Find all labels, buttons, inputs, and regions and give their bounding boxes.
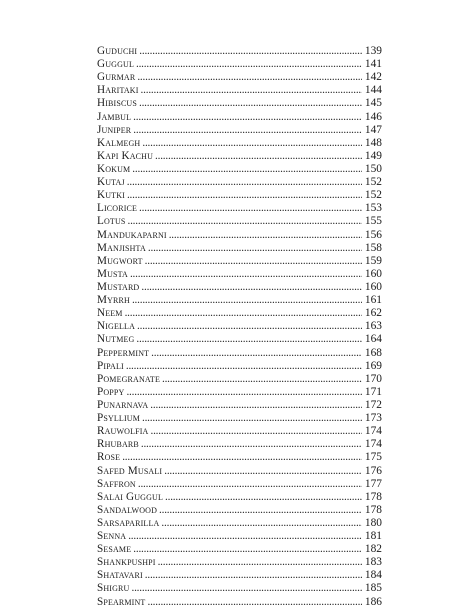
toc-entry-page-number: 182 <box>364 543 382 556</box>
toc-entry-page-number: 178 <box>364 490 382 503</box>
toc-entry[interactable] <box>97 386 382 399</box>
toc-entry-title: Safed Musali <box>97 464 163 477</box>
toc-entry-page-number: 177 <box>364 477 382 490</box>
dot-leader <box>148 242 362 255</box>
toc-entry[interactable] <box>97 373 382 386</box>
toc-entry-title: Licorice <box>97 202 138 215</box>
toc-entry-page-number: 145 <box>364 97 382 110</box>
toc-entry-title: Juniper <box>97 123 132 136</box>
toc-entry[interactable] <box>97 399 382 412</box>
dot-leader <box>139 45 362 58</box>
dot-leader <box>127 176 362 189</box>
toc-entry[interactable] <box>97 137 382 150</box>
toc-entry-title: Mugwort <box>97 254 143 267</box>
toc-entry-page-number: 141 <box>364 58 382 71</box>
dot-leader <box>147 596 362 609</box>
toc-entry-title: Mandukaparni <box>97 228 167 241</box>
toc-entry-title: Lotus <box>97 215 126 228</box>
toc-entry-title: Poppy <box>97 385 125 398</box>
dot-leader <box>151 347 362 360</box>
toc-entry-page-number: 142 <box>364 71 382 84</box>
toc-entry-title: Pipali <box>97 359 124 372</box>
toc-entry-page-number: 178 <box>364 503 382 516</box>
toc-entry-title: Spearmint <box>97 595 146 608</box>
toc-entry[interactable] <box>97 97 382 110</box>
toc-entry-title: Shatavari <box>97 569 143 582</box>
toc-entry-page-number: 186 <box>364 595 382 608</box>
toc-entry[interactable] <box>97 569 382 582</box>
toc-entry-title: Shigru <box>97 582 130 595</box>
toc-entry[interactable] <box>97 268 382 281</box>
toc-entry[interactable] <box>97 124 382 137</box>
toc-entry[interactable] <box>97 504 382 517</box>
toc-entry[interactable] <box>97 451 382 464</box>
toc-entry-page-number: 174 <box>364 438 382 451</box>
toc-entry-title: Nutmeg <box>97 333 135 346</box>
dot-leader <box>150 425 362 438</box>
toc-entry[interactable] <box>97 229 382 242</box>
toc-entry-page-number: 159 <box>364 254 382 267</box>
dot-leader <box>162 373 362 386</box>
toc-entry-title: Shankpushpi <box>97 556 156 569</box>
toc-entry-page-number: 155 <box>364 215 382 228</box>
toc-entry[interactable] <box>97 530 382 543</box>
table-of-contents <box>97 45 382 609</box>
toc-entry-page-number: 161 <box>364 294 382 307</box>
toc-entry-page-number: 158 <box>364 241 382 254</box>
dot-leader <box>139 202 362 215</box>
toc-entry-page-number: 168 <box>364 346 382 359</box>
toc-entry-title: Sandalwood <box>97 503 158 516</box>
toc-entry[interactable] <box>97 543 382 556</box>
toc-entry-title: Rauwolfia <box>97 425 149 438</box>
toc-entry[interactable] <box>97 333 382 346</box>
toc-entry-title: Jambul <box>97 110 132 123</box>
dot-leader <box>159 504 362 517</box>
toc-entry-title: Myrrh <box>97 294 130 307</box>
toc-entry[interactable] <box>97 111 382 124</box>
toc-entry[interactable] <box>97 307 382 320</box>
dot-leader <box>142 412 362 425</box>
toc-entry-page-number: 160 <box>364 267 382 280</box>
toc-entry-title: Mustard <box>97 280 140 293</box>
toc-entry-page-number: 144 <box>364 84 382 97</box>
dot-leader <box>139 97 362 110</box>
dot-leader <box>141 84 362 97</box>
toc-entry-title: Haritaki <box>97 84 139 97</box>
dot-leader <box>131 582 362 595</box>
toc-entry-page-number: 184 <box>364 569 382 582</box>
dot-leader <box>132 294 362 307</box>
toc-entry-page-number: 180 <box>364 516 382 529</box>
toc-entry-title: Guduchi <box>97 45 138 57</box>
toc-entry[interactable] <box>97 478 382 491</box>
dot-leader <box>127 215 362 228</box>
dot-leader <box>145 255 362 268</box>
toc-entry-title: Guggul <box>97 58 134 71</box>
toc-entry-page-number: 147 <box>364 123 382 136</box>
toc-entry-page-number: 183 <box>364 556 382 569</box>
toc-entry[interactable] <box>97 45 382 58</box>
toc-entry[interactable] <box>97 189 382 202</box>
toc-entry[interactable] <box>97 71 382 84</box>
toc-entry[interactable] <box>97 491 382 504</box>
toc-entry-page-number: 172 <box>364 398 382 411</box>
dot-leader <box>136 333 362 346</box>
toc-entry-page-number: 150 <box>364 162 382 175</box>
toc-entry[interactable] <box>97 242 382 255</box>
toc-entry[interactable] <box>97 58 382 71</box>
dot-leader <box>141 438 362 451</box>
toc-entry-page-number: 173 <box>364 412 382 425</box>
dot-leader <box>132 163 362 176</box>
dot-leader <box>133 124 362 137</box>
toc-entry[interactable] <box>97 176 382 189</box>
dot-leader <box>133 111 362 124</box>
toc-entry-title: Neem <box>97 307 123 320</box>
dot-leader <box>126 360 362 373</box>
dot-leader <box>127 189 362 202</box>
toc-entry[interactable] <box>97 425 382 438</box>
toc-entry-page-number: 185 <box>364 582 382 595</box>
dot-leader <box>137 71 362 84</box>
dot-leader <box>136 58 362 71</box>
toc-entry[interactable] <box>97 202 382 215</box>
toc-entry-page-number: 170 <box>364 372 382 385</box>
dot-leader <box>169 229 362 242</box>
toc-entry-page-number: 169 <box>364 359 382 372</box>
dot-leader <box>164 465 362 478</box>
toc-entry-title: Saffron <box>97 477 136 490</box>
dot-leader <box>137 320 362 333</box>
toc-entry-title: Kutaj <box>97 176 125 189</box>
toc-entry[interactable] <box>97 294 382 307</box>
toc-entry-title: Kapi Kachu <box>97 149 154 162</box>
toc-entry-page-number: 174 <box>364 425 382 438</box>
dot-leader <box>126 386 362 399</box>
toc-entry-page-number: 176 <box>364 464 382 477</box>
toc-entry-title: Pomegranate <box>97 372 160 385</box>
toc-entry[interactable] <box>97 281 382 294</box>
toc-entry-title: Senna <box>97 530 127 543</box>
dot-leader <box>155 150 362 163</box>
dot-leader <box>161 517 362 530</box>
toc-entry[interactable] <box>97 347 382 360</box>
toc-entry-title: Sesame <box>97 543 132 556</box>
dot-leader <box>145 569 362 582</box>
toc-entry-page-number: 164 <box>364 333 382 346</box>
dot-leader <box>150 399 362 412</box>
toc-entry[interactable] <box>97 438 382 451</box>
toc-entry-title: Rhubarb <box>97 438 139 451</box>
toc-entry-title: Manjishta <box>97 241 146 254</box>
toc-entry-page-number: 171 <box>364 385 382 398</box>
toc-entry-title: Kalmegh <box>97 136 141 149</box>
toc-entry[interactable] <box>97 255 382 268</box>
toc-entry-title: Psyllium <box>97 412 140 425</box>
toc-entry-title: Nigella <box>97 320 136 333</box>
toc-entry-page-number: 153 <box>364 202 382 215</box>
toc-entry-page-number: 149 <box>364 149 382 162</box>
toc-entry-title: Salai Guggul <box>97 490 163 503</box>
toc-entry-page-number: 139 <box>364 45 382 57</box>
toc-entry[interactable] <box>97 582 382 595</box>
toc-entry[interactable] <box>97 596 382 609</box>
toc-entry-page-number: 160 <box>364 280 382 293</box>
dot-leader <box>133 543 362 556</box>
toc-entry[interactable] <box>97 517 382 530</box>
toc-entry-page-number: 163 <box>364 320 382 333</box>
toc-entry-title: Musta <box>97 267 128 280</box>
toc-entry[interactable] <box>97 465 382 478</box>
dot-leader <box>130 268 362 281</box>
toc-entry-title: Rose <box>97 451 121 464</box>
toc-entry-title: Hibiscus <box>97 97 137 110</box>
toc-entry[interactable] <box>97 150 382 163</box>
dot-leader <box>165 491 362 504</box>
toc-entry-title: Peppermint <box>97 346 150 359</box>
toc-entry-page-number: 152 <box>364 189 382 202</box>
toc-entry-page-number: 148 <box>364 136 382 149</box>
toc-entry-title: Gurmar <box>97 71 136 84</box>
toc-entry[interactable] <box>97 412 382 425</box>
toc-entry[interactable] <box>97 556 382 569</box>
toc-entry[interactable] <box>97 163 382 176</box>
dot-leader <box>125 307 362 320</box>
toc-entry-page-number: 156 <box>364 228 382 241</box>
toc-entry-title: Kokum <box>97 162 131 175</box>
toc-entry-title: Kutki <box>97 189 125 202</box>
dot-leader <box>158 556 362 569</box>
toc-entry[interactable] <box>97 360 382 373</box>
toc-entry-page-number: 146 <box>364 110 382 123</box>
toc-entry-title: Punarnava <box>97 398 149 411</box>
dot-leader <box>141 281 362 294</box>
toc-entry[interactable] <box>97 84 382 97</box>
dot-leader <box>142 137 362 150</box>
toc-entry-page-number: 162 <box>364 307 382 320</box>
toc-entry[interactable] <box>97 320 382 333</box>
toc-entry-page-number: 175 <box>364 451 382 464</box>
dot-leader <box>128 530 362 543</box>
toc-entry[interactable] <box>97 215 382 228</box>
toc-entry-title: Sarsaparilla <box>97 516 160 529</box>
toc-entry-page-number: 152 <box>364 176 382 189</box>
toc-entry-page-number: 181 <box>364 530 382 543</box>
dot-leader <box>138 478 362 491</box>
dot-leader <box>122 451 362 464</box>
